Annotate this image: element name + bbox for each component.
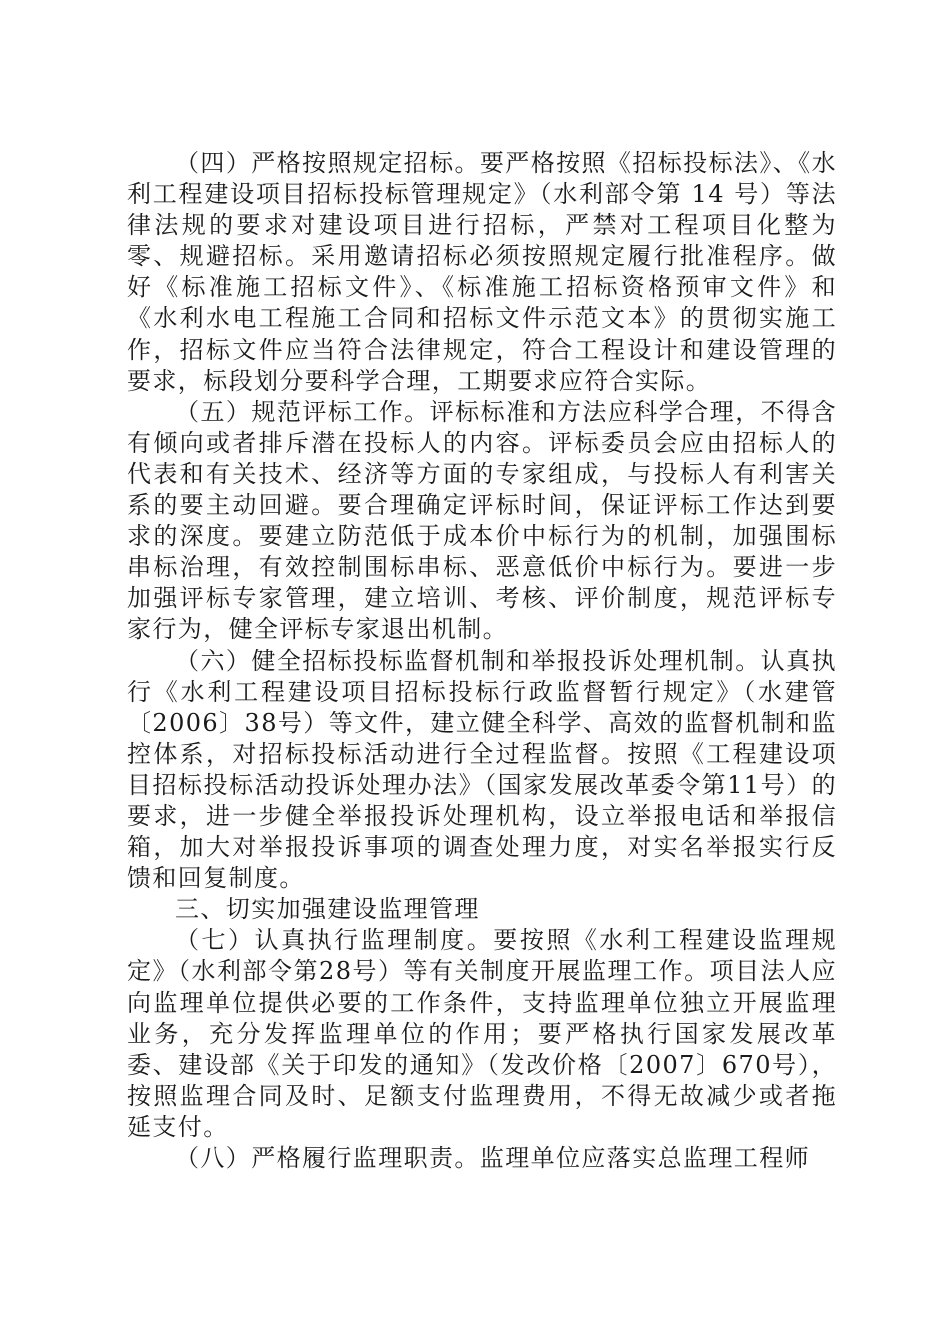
document-body [127, 148, 837, 1174]
section-heading-3: 三、切实加强建设监理管理 [175, 895, 480, 924]
paragraph-8: （八）严格履行监理职责。监理单位应落实总监理工程师 [175, 1144, 810, 1172]
paragraph-6: （六）健全招标投标监督机制和举报投诉处理机制。认真执行《水利工程建设项目招标投标行政监督暂行规定》（水建管〔2006〕38号）等文件，建立健全科学、高效的监督机制和监控体系，对招标投标活动进行全过程监督。按照《工程建设项目招标投标活动投诉处理办法》（国家发展改革委令第11号）的要求，进一步健全举报投诉处理机构，设立举报电话和举报信箱，加大对举报投诉事项的调查处理力度，对实名举报实行反馈和回复制度。 [127, 646, 837, 893]
paragraph-7: （七）认真执行监理制度。要按照《水利工程建设监理规定》（水利部令第28号）等有关制度开展监理工作。项目法人应向监理单位提供必要的工作条件，支持监理单位独立开展监理业务，充分发挥监理单位的作用；要严格执行国家发展改革委、建设部《关于印发的通知》（发改价格〔2007〕670号），按照监理合同及时、足额支付监理费用，不得无故减少或者拖延支付。 [127, 926, 837, 1141]
paragraph-4: （四）严格按照规定招标。要严格按照《招标投标法》、《水利工程建设项目招标投标管理规定》（水利部令第 14 号）等法律法规的要求对建设项目进行招标，严禁对工程项目化整为零、规避招标。采用邀请招标必须按照规定履行批准程序。做好《标准施工招标文件》、《标准施工招标资格预审文件》和《水利水电工程施工合同和招标文件示范文本》的贯彻实施工作，招标文件应当符合法律规定，符合工程设计和建设管理的要求，标段划分要科学合理，工期要求应符合实际。 [127, 149, 837, 395]
paragraph-5: （五）规范评标工作。评标标准和方法应科学合理，不得含有倾向或者排斥潜在投标人的内容。评标委员会应由招标人的代表和有关技术、经济等方面的专家组成，与投标人有利害关系的要主动回避。要合理确定评标时间，保证评标工作达到要求的深度。要建立防范低于成本价中标行为的机制，加强围标串标治理，有效控制围标串标、恶意低价中标行为。要进一步加强评标专家管理，建立培训、考核、评价制度，规范评标专家行为，健全评标专家退出机制。 [127, 397, 837, 644]
